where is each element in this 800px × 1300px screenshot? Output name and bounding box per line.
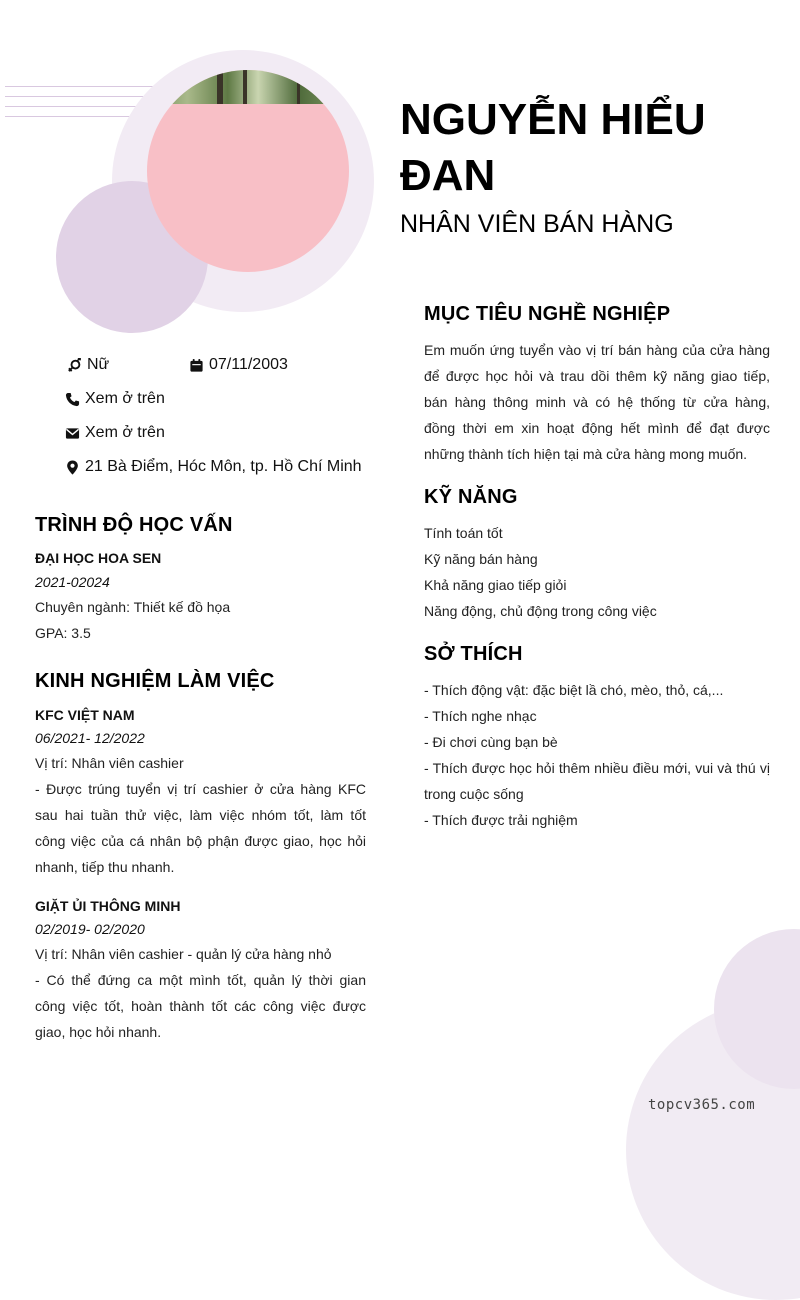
photo-trees	[147, 70, 349, 104]
phone-row	[64, 390, 165, 408]
skill-item: Kỹ năng bán hàng	[424, 551, 538, 567]
education-major: Chuyên ngành: Thiết kế đồ họa	[35, 599, 231, 615]
email-row	[64, 424, 165, 442]
skill-item: Năng động, chủ động trong công việc	[424, 603, 657, 619]
skill-item: Khả năng giao tiếp giỏi	[424, 577, 567, 593]
job-description: - Được trúng tuyển vị trí cashier ở cửa hàng KFC sau hai tuần thử việc, làm việc nhóm tốt, làm tốt công việc của cá nhân bộ phận được giao, học hỏi nhanh, tiếp thu nhanh.	[35, 781, 366, 875]
education-period: 2021-02024	[35, 574, 110, 590]
location-pin-icon	[64, 459, 81, 476]
job-title: NHÂN VIÊN BÁN HÀNG	[400, 210, 674, 238]
job-position: Vị trí: Nhân viên cashier - quản lý cửa hàng nhỏ	[35, 946, 332, 962]
job-period: 06/2021- 12/2022	[35, 730, 145, 746]
gender-icon	[66, 357, 83, 374]
job-period: 02/2019- 02/2020	[35, 921, 145, 937]
calendar-icon	[188, 357, 205, 374]
education-heading: TRÌNH ĐỘ HỌC VẤN	[35, 514, 233, 536]
candidate-name: NGUYỄN HIỂU ĐAN	[400, 95, 706, 200]
birthdate-value: 07/11/2003	[209, 356, 288, 373]
address-value: 21 Bà Điểm, Hóc Môn, tp. Hồ Chí Minh	[85, 458, 362, 475]
address-row	[64, 458, 362, 476]
objective-text: Em muốn ứng tuyển vào vị trí bán hàng của cửa hàng để được học hỏi và trau dồi thêm kỹ năng giao tiếp, bán hàng thông minh và có hệ thống từ cửa hàng, đồng thời em xin hoạt động hết mình để đạt được những thành tích hiện tại mà cửa hàng mong muốn.	[424, 342, 770, 462]
birthdate-row	[188, 356, 288, 374]
hobbies-heading: SỞ THÍCH	[424, 643, 523, 665]
job-description: - Có thể đứng ca một mình tốt, quản lý thời gian công việc tốt, hoàn thành tốt các công việc được giao, học hỏi nhanh.	[35, 972, 366, 1040]
job-position: Vị trí: Nhân viên cashier	[35, 755, 184, 771]
education-gpa: GPA: 3.5	[35, 625, 91, 641]
phone-value: Xem ở trên	[85, 390, 165, 407]
hobby-item: - Thích được học hỏi thêm nhiều điều mới, vui và thú vị trong cuộc sống	[424, 760, 770, 802]
gender-row	[66, 356, 109, 374]
skills-heading: KỸ NĂNG	[424, 486, 518, 508]
school-name: ĐẠI HỌC HOA SEN	[35, 550, 162, 566]
objective-heading: MỤC TIÊU NGHỀ NGHIỆP	[424, 303, 671, 325]
profile-photo	[147, 70, 349, 272]
hobby-item: - Thích động vật: đặc biệt lầ chó, mèo, thỏ, cá,...	[424, 682, 724, 698]
email-icon	[64, 425, 81, 442]
job-company: GIẶT ỦI THÔNG MINH	[35, 898, 181, 914]
hobby-item: - Đi chơi cùng bạn bè	[424, 734, 558, 750]
experience-heading: KINH NGHIỆM LÀM VIỆC	[35, 670, 275, 692]
phone-icon	[64, 391, 81, 408]
email-value: Xem ở trên	[85, 424, 165, 441]
hobby-item: - Thích nghe nhạc	[424, 708, 537, 724]
gender-value: Nữ	[87, 356, 110, 373]
hobby-item: - Thích được trải nghiệm	[424, 812, 578, 828]
skill-item: Tính toán tốt	[424, 525, 503, 541]
job-company: KFC VIỆT NAM	[35, 707, 135, 723]
footer-brand: topcv365.com	[648, 1097, 756, 1113]
